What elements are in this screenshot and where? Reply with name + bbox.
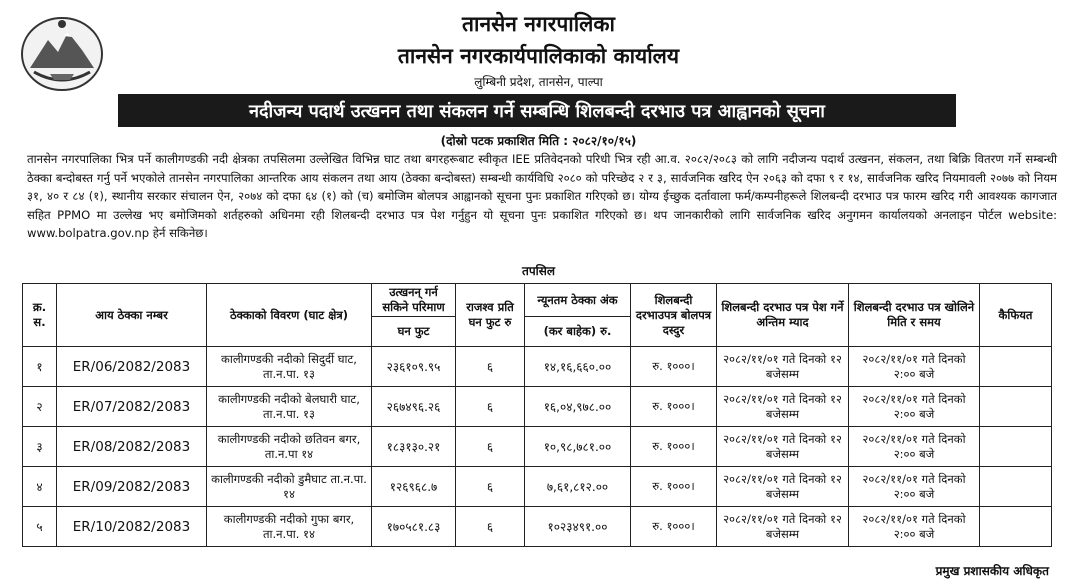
cell-remarks — [980, 427, 1052, 467]
header-revenue: राजश्व प्रति घन फुट रु — [456, 284, 525, 347]
cell-revenue: ६ — [456, 467, 525, 507]
cell-description: कालीगण्डकी नदीको गुफा बगर, ता.न.पा. १४ — [207, 507, 372, 547]
cell-quantity: १८३१३०.२१ — [372, 427, 456, 467]
table-header-row — [23, 284, 1052, 317]
header-contract-no: आय ठेक्का नम्बर — [57, 284, 207, 347]
cell-submit-deadline: २०८२/११/०१ गते दिनको १२ बजेसम्म — [717, 467, 849, 507]
cell-sn: ४ — [23, 467, 57, 507]
cell-open-date: २०८२/११/०१ गते दिनको २:०० बजे — [849, 427, 980, 467]
cell-min-amount: १६,०४,९७८.०० — [525, 387, 631, 427]
cell-sn: २ — [23, 387, 57, 427]
cell-submit-deadline: २०८२/११/०१ गते दिनको १२ बजेसम्म — [717, 427, 849, 467]
cell-remarks — [980, 467, 1052, 507]
cell-quantity: १२६९६८.७ — [372, 467, 456, 507]
header-quantity: उत्खनन् गर्न सकिने परिमाण — [372, 284, 456, 317]
cell-open-date: २०८२/११/०१ गते दिनको २:०० बजे — [849, 387, 980, 427]
cell-description: कालीगण्डकी नदीको छतिवन बगर, ता.न.पा १४ — [207, 427, 372, 467]
cell-contract-no: ER/08/2082/2083 — [57, 427, 207, 467]
cell-bid-fee: रु. १०००। — [631, 507, 717, 547]
cell-submit-deadline: २०८२/११/०१ गते दिनको १२ बजेसम्म — [717, 507, 849, 547]
table-row — [23, 347, 1052, 387]
cell-submit-deadline: २०८२/११/०१ गते दिनको १२ बजेसम्म — [717, 347, 849, 387]
table-row — [23, 467, 1052, 507]
cell-quantity: २३६१०९.९५ — [372, 347, 456, 387]
cell-open-date: २०८२/११/०१ गते दिनको २:०० बजे — [849, 467, 980, 507]
cell-sn: ३ — [23, 427, 57, 467]
header-min-amount: न्यूनतम ठेक्का अंक — [525, 284, 631, 317]
cell-remarks — [980, 387, 1052, 427]
cell-min-amount: १०२३४९१.०० — [525, 507, 631, 547]
cell-sn: ५ — [23, 507, 57, 547]
cell-bid-fee: रु. १०००। — [631, 347, 717, 387]
office-name: तानसेन नगरकार्यपालिकाको कार्यालय — [397, 44, 680, 68]
details-heading: तपसिल — [521, 264, 555, 278]
header-remarks: कैफियत — [980, 284, 1052, 347]
cell-contract-no: ER/09/2082/2083 — [57, 467, 207, 507]
cell-contract-no: ER/06/2082/2083 — [57, 347, 207, 387]
cell-contract-no: ER/07/2082/2083 — [57, 387, 207, 427]
table-row — [23, 387, 1052, 427]
header-bid-fee: शिलबन्दी दरभाउपत्र बोलपत्र दस्दुर — [631, 284, 717, 347]
notice-body: तानसेन नगरपालिका भित्र पर्ने कालीगण्डकी नदी क्षेत्रका तपसिलमा उल्लेखित विभिन्न घाट तथा बगरहरूबाट स्वीकृत IEE प्रतिवेदनको परिधी भित्र रही आ.व. २०८२/२०८३ को लागि नदीजन्य पदार्थ उत्खनन, संकलन, तथा बिक्रि वितरण गर्ने सम्बन्धी ठेक्का बन्दोबस्त गर्नु पर्ने भएकोले तानसेन नगरपालिका आन्तरिक आय संकलन तथा आय (ठेक्का बन्दोबस्त) सम्बन्धी कार्यविधि २०८० को परिच्छेद २ र ३, सार्वजनिक खरिद ऐन २०६३ को दफा ९ र १४, सार्वजनिक खरिद नियमावली २०७७ को नियम ३१, ४० र ८४ (१), स्थानीय सरकार संचालन ऐन, २०७४ को दफा ६४ (१) को (च) बमोजिम बोलपत्र आह्वानको सूचना पुनः प्रकाशित गरिएको छ। योग्य ईच्छुक दर्तावाला फर्म/कम्पनीहरूले शिलबन्दी दरभाउ पत्र फारम खरिद गरी आवश्यक कागजात सहित PPMO मा उल्लेख भए बमोजिमको शर्तहरुको अधिनमा रही शिलबन्दी दरभाउ पत्र पेश गर्नुहुन यो सूचना पुनः प्रकाशित गरिएको छ। थप जानकारीको लागि सार्वजनिक खरिद अनुगमन कार्यालयको अनलाइन पोर्टल website: www.bolpatra.gov.np हेर्न सकिनेछ। — [27, 152, 1057, 241]
header-description: ठेक्काको विवरण (घाट क्षेत्र) — [207, 284, 372, 347]
cell-open-date: २०८२/११/०१ गते दिनको २:०० बजे — [849, 347, 980, 387]
cell-submit-deadline: २०८२/११/०१ गते दिनको १२ बजेसम्म — [717, 387, 849, 427]
cell-description: कालीगण्डकी नदीको डुमैघाट ता.न.पा. १४ — [207, 467, 372, 507]
cell-remarks — [980, 507, 1052, 547]
header-min-amount-note: (कर बाहेक) रु. — [525, 317, 631, 347]
notice-title: नदीजन्य पदार्थ उत्खनन तथा संकलन गर्ने सम्बन्धि शिलबन्दी दरभाउ पत्र आह्वानको सूचना — [249, 100, 825, 122]
municipality-name: तानसेन नगरपालिका — [462, 12, 615, 36]
cell-bid-fee: रु. १०००। — [631, 427, 717, 467]
cell-contract-no: ER/10/2082/2083 — [57, 507, 207, 547]
cell-min-amount: ७,६१,८१२.०० — [525, 467, 631, 507]
office-address: लुम्बिनी प्रदेश, तानसेन, पाल्पा — [474, 75, 603, 89]
header-open-date: शिलबन्दी दरभाउ पत्र खोलिने मिति र समय — [849, 284, 980, 347]
cell-min-amount: १४,१६,६६०.०० — [525, 347, 631, 387]
cell-remarks — [980, 347, 1052, 387]
cell-description: कालीगण्डकी नदीको बेलघारी घाट, ता.न.पा. १३ — [207, 387, 372, 427]
cell-revenue: ६ — [456, 387, 525, 427]
cell-bid-fee: रु. १०००। — [631, 467, 717, 507]
tender-table — [22, 283, 1052, 547]
cell-revenue: ६ — [456, 427, 525, 467]
cell-quantity: २६७४९६.२६ — [372, 387, 456, 427]
cell-quantity: १७०५८१.८३ — [372, 507, 456, 547]
published-date: (दोस्रो पटक प्रकाशित मिति : २०८२/१०/१५) — [440, 134, 637, 148]
cell-description: कालीगण्डकी नदीको सिदुर्दी घाट, ता.न.पा. १३ — [207, 347, 372, 387]
table-row — [23, 427, 1052, 467]
cell-sn: १ — [23, 347, 57, 387]
header-submit-deadline: शिलबन्दी दरभाउ पत्र पेश गर्ने अन्तिम म्याद — [717, 284, 849, 347]
signatory: प्रमुख प्रशासकीय अधिकृत — [935, 564, 1049, 578]
cell-min-amount: १०,९८,७८१.०० — [525, 427, 631, 467]
cell-revenue: ६ — [456, 507, 525, 547]
cell-revenue: ६ — [456, 347, 525, 387]
header-quantity-unit: घन फुट — [372, 317, 456, 347]
cell-open-date: २०८२/११/०१ गते दिनको २:०० बजे — [849, 507, 980, 547]
table-row — [23, 507, 1052, 547]
header-sn: क्र. स. — [23, 284, 57, 347]
notice-title-banner — [118, 94, 956, 127]
cell-bid-fee: रु. १०००। — [631, 387, 717, 427]
